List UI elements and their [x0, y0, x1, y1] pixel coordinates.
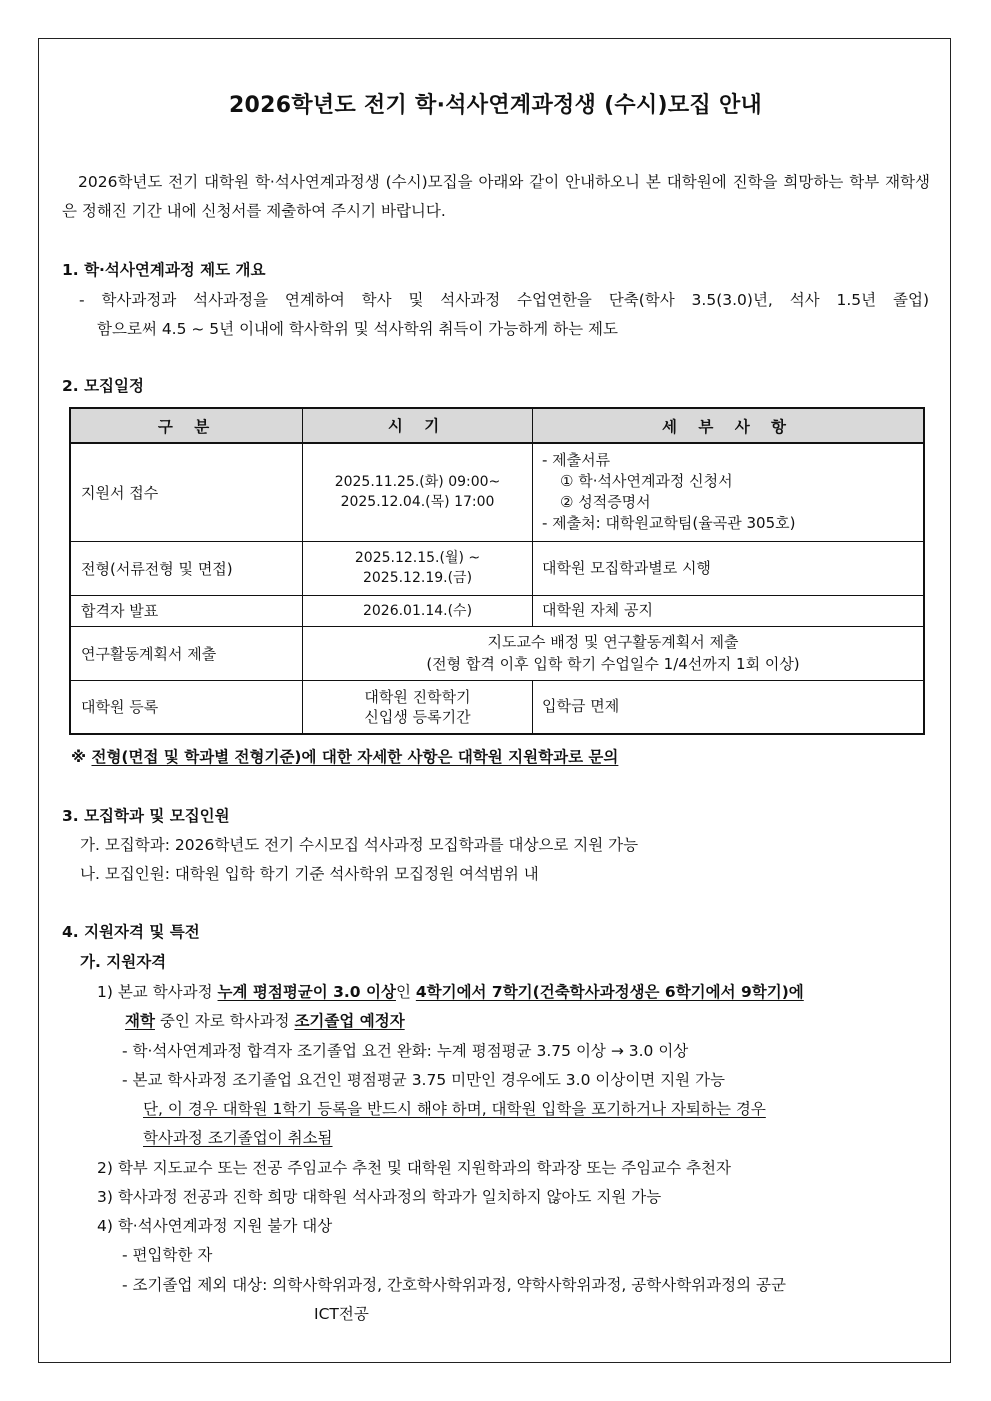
row1-details	[533, 443, 925, 541]
section3-heading: 3. 모집학과 및 모집인원	[62, 807, 230, 825]
row1-period-end: 2025.12.04.(목) 17:00	[340, 494, 495, 511]
row1-detail-line2: ① 학·석사연계과정 신청서	[560, 472, 733, 491]
section2-heading: 2. 모집일정	[62, 377, 144, 395]
row1-detail-line4: - 제출처: 대학원교학팀(율곡관 305호)	[542, 514, 796, 533]
section3-line2: 나. 모집인원: 대학원 입학 학기 기준 석사학위 모집정원 여석범위 내	[80, 865, 539, 883]
table-row	[70, 541, 924, 595]
header-details: 세 부 사 항	[533, 408, 925, 443]
table-row	[70, 443, 924, 541]
intro-text: 2026학년도 전기 대학원 학·석사연계과정생 (수시)모집을 아래와 같이 안내하오니 본 대학원에 진학을 희망하는 학부 재학생은 정해진 기간 내에 신청서를 제출하여 주시기 바랍니다.	[62, 173, 930, 220]
item2: 2) 학부 지도교수 또는 전공 주임교수 추천 및 대학원 지원학과의 학과장 또는 주임교수 추천자	[97, 1159, 731, 1177]
item3: 3) 학사과정 전공과 진학 희망 대학원 석사과정의 학과가 일치하지 않아도 지원 가능	[97, 1188, 662, 1206]
row2-period-start: 2025.12.15.(월) ~	[354, 550, 481, 566]
item1-text-a: 1) 본교 학사과정	[97, 983, 218, 1001]
item4-sub3: ICT전공	[314, 1305, 369, 1323]
table-row	[70, 595, 924, 626]
header-category: 구 분	[70, 408, 303, 443]
schedule-note	[71, 745, 618, 767]
item1-line1	[97, 980, 804, 1002]
note-text: 전형(면접 및 학과별 전형기준)에 대한 자세한 사항은 대학원 지원학과로 문의	[91, 748, 619, 766]
row4-detail-line2: (전형 합격 이후 입학 학기 수업일수 1/4선까지 1회 이상)	[426, 655, 800, 673]
row1-period-start: 2025.11.25.(화) 09:00~	[334, 474, 501, 491]
item1-sub1: - 학·석사연계과정 합격자 조기졸업 요건 완화: 누계 평점평균 3.75 이상 → 3.0 이상	[122, 1042, 689, 1060]
page-title: 2026학년도 전기 학·석사연계과정생 (수시)모집 안내	[228, 93, 763, 118]
section4-heading: 4. 지원자격 및 특전	[62, 923, 200, 941]
row5-detail: 입학금 면제	[533, 680, 925, 734]
item1-sub4: 학사과정 조기졸업이 취소됨	[143, 1129, 333, 1147]
row5-period-line1: 대학원 진학학기	[364, 687, 471, 706]
row3-period: 2026.01.14.(수)	[303, 595, 533, 626]
section1-heading: 1. 학·석사연계과정 제도 개요	[62, 261, 266, 279]
schedule-table	[69, 407, 925, 735]
row1-detail-line3: ② 성적증명서	[560, 493, 651, 512]
item1-text-c: 중인 자로 학사과정	[154, 1012, 295, 1030]
row5-period-line2: 신입생 등록기간	[364, 707, 471, 726]
item1-gpa-requirement: 누계 평점평균이 3.0 이상	[217, 983, 396, 1001]
section3-line1: 가. 모집학과: 2026학년도 전기 수시모집 석사과정 모집학과를 대상으로 지원 가능	[80, 836, 639, 854]
item1-enrolled: 재학	[125, 1012, 155, 1030]
row5-period	[303, 680, 533, 734]
table-row	[70, 680, 924, 734]
row5-label: 대학원 등록	[70, 680, 303, 734]
item1-sub3: 단, 이 경우 대학원 1학기 등록을 반드시 해야 하며, 대학원 입학을 포기하거나 자퇴하는 경우	[143, 1100, 766, 1118]
item1-sub2: - 본교 학사과정 조기졸업 요건인 평점평균 3.75 미만인 경우에도 3.0 이상이면 지원 가능	[122, 1071, 726, 1089]
row3-detail: 대학원 자체 공지	[533, 595, 925, 626]
table-row	[70, 626, 924, 680]
item1-early-graduation: 조기졸업 예정자	[294, 1012, 405, 1030]
row2-detail: 대학원 모집학과별로 시행	[533, 541, 925, 595]
item4-title: 4) 학·석사연계과정 지원 불가 대상	[97, 1217, 333, 1235]
row1-detail-line1: - 제출서류	[542, 451, 611, 470]
header-period: 시 기	[303, 408, 533, 443]
row2-label: 전형(서류전형 및 면접)	[70, 541, 303, 595]
row4-detail-line1: 지도교수 배정 및 연구활동계획서 제출	[487, 633, 739, 651]
row1-period	[303, 443, 533, 541]
section1-line1: - 학사과정과 석사과정을 연계하여 학사 및 석사과정 수업연한을 단축(학사 3.5(3.0)년, 석사 1.5년 졸업)	[79, 291, 929, 309]
row1-label: 지원서 접수	[70, 443, 303, 541]
section4-subheading: 가. 지원자격	[80, 953, 167, 971]
note-mark: ※	[71, 748, 87, 766]
item1-line2	[125, 1009, 405, 1031]
row2-period	[303, 541, 533, 595]
intro-paragraph	[62, 168, 930, 226]
section1-line2: 함으로써 4.5 ~ 5년 이내에 학사학위 및 석사학위 취득이 가능하게 하는 제도	[97, 320, 618, 338]
row4-detail	[303, 626, 925, 680]
item4-sub2: - 조기졸업 제외 대상: 의학사학위과정, 간호학사학위과정, 약학사학위과정, 공학사학위과정의 공군	[122, 1276, 786, 1294]
row4-label: 연구활동계획서 제출	[70, 626, 303, 680]
item4-sub1: - 편입학한 자	[122, 1246, 213, 1264]
row3-label: 합격자 발표	[70, 595, 303, 626]
schedule-header-row	[70, 408, 924, 443]
row2-period-end: 2025.12.19.(금)	[362, 570, 473, 586]
item1-semester-requirement: 4학기에서 7학기(건축학사과정생은 6학기에서 9학기)에	[415, 983, 804, 1001]
item1-text-b: 인	[395, 983, 416, 1001]
